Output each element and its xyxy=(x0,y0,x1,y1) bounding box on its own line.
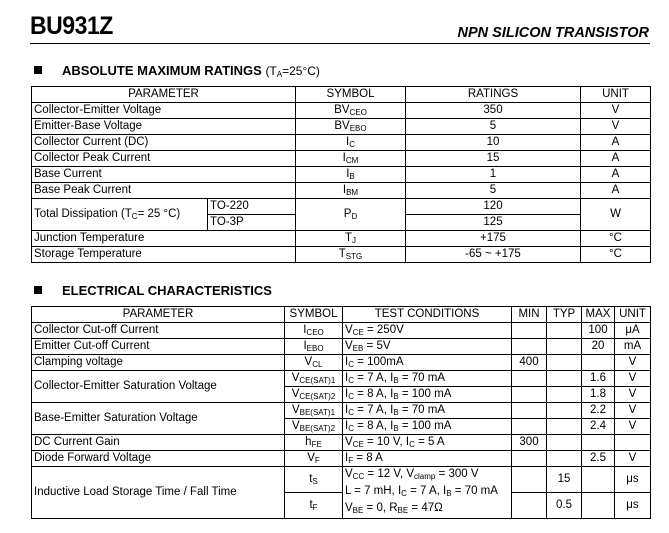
param-cell: DC Current Gain xyxy=(32,435,285,451)
min-cell xyxy=(512,493,547,519)
param-cell: Base-Emitter Saturation Voltage xyxy=(32,403,285,435)
bullet-square-icon xyxy=(34,66,42,74)
device-description: NPN SILICON TRANSISTOR xyxy=(457,25,649,41)
package-to3p: TO-3P xyxy=(208,215,296,231)
symbol-cell: VCE(SAT)1 xyxy=(285,371,343,387)
header-rule xyxy=(30,43,650,44)
max-cell: 1.8 xyxy=(582,387,615,403)
col-header-max: MAX xyxy=(582,307,615,323)
symbol-cell: $T_{STG}$ xyxy=(296,247,406,263)
dissipation-rating-to220: 120 xyxy=(406,199,581,215)
condition-cell: $I_C = 100mA$ xyxy=(343,355,512,371)
unit-cell: V xyxy=(615,451,651,467)
unit-cell: V xyxy=(615,403,651,419)
table-row-vbe-sat-1 xyxy=(32,403,651,419)
table-row xyxy=(32,103,651,119)
dissipation-unit: W xyxy=(581,199,651,231)
max-cell xyxy=(582,435,615,451)
symbol-cell: $I_C$ xyxy=(296,135,406,151)
table-row xyxy=(32,231,651,247)
symbol-cell: $BV_{CEO}$ xyxy=(296,103,406,119)
condition-line-1: $V_{CC} = 12$ V, $V_{clamp} = 300$ V xyxy=(345,468,479,481)
table-row xyxy=(32,183,651,199)
unit-cell: V xyxy=(581,103,651,119)
col-header-typ: TYP xyxy=(547,307,582,323)
bullet-square-icon xyxy=(34,286,42,294)
symbol-cell: VBE(SAT)2 xyxy=(285,419,343,435)
table-header-row xyxy=(32,307,651,323)
symbol-cell: $I_{BM}$ xyxy=(296,183,406,199)
table-row xyxy=(32,151,651,167)
param-cell: Collector Current (DC) xyxy=(32,135,296,151)
table-row-inductive-ts xyxy=(32,467,651,493)
abs-max-title: ABSOLUTE MAXIMUM RATINGS xyxy=(62,63,262,78)
dissipation-rating-to3p: 125 xyxy=(406,215,581,231)
min-cell xyxy=(512,323,547,339)
max-cell: 100 xyxy=(582,323,615,339)
symbol-cell: $I_{EBO}$ xyxy=(285,339,343,355)
symbol-cell: $I_{CM}$ xyxy=(296,151,406,167)
symbol-cell: $h_{FE}$ xyxy=(285,435,343,451)
param-cell: Collector-Emitter Saturation Voltage xyxy=(32,371,285,403)
typ-cell xyxy=(547,419,582,435)
min-cell xyxy=(512,451,547,467)
table-row xyxy=(32,247,651,263)
symbol-cell: VCE(SAT)2 xyxy=(285,387,343,403)
table-row xyxy=(32,119,651,135)
max-cell: 2.4 xyxy=(582,419,615,435)
table-row xyxy=(32,135,651,151)
param-cell: Clamping voltage xyxy=(32,355,285,371)
unit-cell: V xyxy=(581,119,651,135)
param-cell: Collector Cut-off Current xyxy=(32,323,285,339)
table-row-iebo xyxy=(32,339,651,355)
unit-cell: A xyxy=(581,183,651,199)
unit-cell: V xyxy=(615,419,651,435)
max-cell xyxy=(582,467,615,493)
condition-line-3: $V_{BE} = 0$, $R_{BE} = 47\Omega$ xyxy=(345,502,443,515)
symbol-cell: $V_F$ xyxy=(285,451,343,467)
param-cell: Inductive Load Storage Time / Fall Time xyxy=(32,467,285,519)
typ-cell xyxy=(547,323,582,339)
table-row xyxy=(32,167,651,183)
abs-max-condition: $(T_A=25^\circ C)$ xyxy=(265,64,320,79)
condition-cell: $I_C = 7$ A, $I_B = 70$ mA xyxy=(343,403,512,419)
typ-cell xyxy=(547,435,582,451)
param-cell: Base Current xyxy=(32,167,296,183)
param-cell: Diode Forward Voltage xyxy=(32,451,285,467)
min-cell xyxy=(512,419,547,435)
rating-cell: 5 xyxy=(406,183,581,199)
table-row-hfe xyxy=(32,435,651,451)
condition-cell: $V_{CE} = 250V$ xyxy=(343,323,512,339)
unit-cell: μs xyxy=(615,467,651,493)
package-to220: TO-220 xyxy=(208,199,296,215)
symbol-cell: $t_F$ xyxy=(285,493,343,519)
typ-cell xyxy=(547,371,582,387)
condition-cell: $I_C = 7$ A, $I_B = 70$ mA xyxy=(343,371,512,387)
rating-cell: 15 xyxy=(406,151,581,167)
param-cell: Collector-Emitter Voltage xyxy=(32,103,296,119)
max-cell xyxy=(582,355,615,371)
typ-cell xyxy=(547,403,582,419)
condition-cell: $V_{CE} = 10$ V, $I_C = 5$ A xyxy=(343,435,512,451)
rating-cell: +175 xyxy=(406,231,581,247)
param-cell: Base Peak Current xyxy=(32,183,296,199)
symbol-cell: $I_{CEO}$ xyxy=(285,323,343,339)
col-header-min: MIN xyxy=(512,307,547,323)
condition-cell xyxy=(343,467,512,519)
symbol-cell: $BV_{EBO}$ xyxy=(296,119,406,135)
rating-cell: 350 xyxy=(406,103,581,119)
table-row-vce-sat-1 xyxy=(32,371,651,387)
unit-cell xyxy=(615,435,651,451)
col-header-test-conditions: TEST CONDITIONS xyxy=(343,307,512,323)
typ-cell xyxy=(547,339,582,355)
symbol-cell: $V_{CL}$ xyxy=(285,355,343,371)
unit-cell: μs xyxy=(615,493,651,519)
unit-cell: A xyxy=(581,151,651,167)
condition-cell: $V_{EB} = 5V$ xyxy=(343,339,512,355)
col-header-unit: UNIT xyxy=(615,307,651,323)
typ-cell xyxy=(547,387,582,403)
unit-cell: V xyxy=(615,387,651,403)
max-cell: 2.2 xyxy=(582,403,615,419)
abs-max-heading xyxy=(34,63,320,79)
min-cell xyxy=(512,467,547,493)
typ-cell: 15 xyxy=(547,467,582,493)
param-cell: Emitter-Base Voltage xyxy=(32,119,296,135)
typ-cell xyxy=(547,355,582,371)
param-cell: Emitter Cut-off Current xyxy=(32,339,285,355)
dissipation-symbol: $P_D$ xyxy=(296,199,406,231)
condition-cell: $I_F = 8$ A xyxy=(343,451,512,467)
part-number: BU931Z xyxy=(30,12,113,40)
col-header-symbol: SYMBOL xyxy=(296,87,406,103)
param-cell: Junction Temperature xyxy=(32,231,296,247)
col-header-parameter: PARAMETER xyxy=(32,307,285,323)
max-cell: 2.5 xyxy=(582,451,615,467)
min-cell xyxy=(512,403,547,419)
min-cell xyxy=(512,387,547,403)
elec-heading xyxy=(34,283,272,298)
symbol-cell: $T_J$ xyxy=(296,231,406,247)
col-header-unit: UNIT xyxy=(581,87,651,103)
param-cell: Storage Temperature xyxy=(32,247,296,263)
typ-cell: 0.5 xyxy=(547,493,582,519)
rating-cell: -65 ~ +175 xyxy=(406,247,581,263)
symbol-cell: $t_S$ xyxy=(285,467,343,493)
min-cell: 300 xyxy=(512,435,547,451)
rating-cell: 10 xyxy=(406,135,581,151)
unit-cell: μA xyxy=(615,323,651,339)
table-row-vf xyxy=(32,451,651,467)
table-header-row xyxy=(32,87,651,103)
unit-cell: °C xyxy=(581,231,651,247)
unit-cell: °C xyxy=(581,247,651,263)
col-header-ratings: RATINGS xyxy=(406,87,581,103)
unit-cell: A xyxy=(581,135,651,151)
condition-cell: $I_C = 8$ A, $I_B = 100$ mA xyxy=(343,419,512,435)
rating-cell: 5 xyxy=(406,119,581,135)
unit-cell: A xyxy=(581,167,651,183)
min-cell xyxy=(512,339,547,355)
min-cell: 400 xyxy=(512,355,547,371)
max-cell: 1.6 xyxy=(582,371,615,387)
symbol-cell: $I_B$ xyxy=(296,167,406,183)
symbol-cell: VBE(SAT)1 xyxy=(285,403,343,419)
unit-cell: mA xyxy=(615,339,651,355)
col-header-parameter: PARAMETER xyxy=(32,87,296,103)
condition-cell: $I_C = 8$ A, $I_B = 100$ mA xyxy=(343,387,512,403)
max-cell: 20 xyxy=(582,339,615,355)
table-row-iceo xyxy=(32,323,651,339)
abs-max-table xyxy=(31,86,651,263)
table-row-dissipation-1 xyxy=(32,199,651,215)
unit-cell: V xyxy=(615,371,651,387)
unit-cell: V xyxy=(615,355,651,371)
col-header-symbol: SYMBOL xyxy=(285,307,343,323)
elec-title: ELECTRICAL CHARACTERISTICS xyxy=(62,283,272,298)
max-cell xyxy=(582,493,615,519)
typ-cell xyxy=(547,451,582,467)
dissipation-param: Total Dissipation ($T_C= 25$ °C) xyxy=(32,199,208,231)
table-row-vcl xyxy=(32,355,651,371)
elec-table xyxy=(31,306,651,519)
param-cell: Collector Peak Current xyxy=(32,151,296,167)
min-cell xyxy=(512,371,547,387)
condition-line-2: L = 7 mH, $I_C = 7$ A, $I_B = 70$ mA xyxy=(345,485,498,498)
rating-cell: 1 xyxy=(406,167,581,183)
